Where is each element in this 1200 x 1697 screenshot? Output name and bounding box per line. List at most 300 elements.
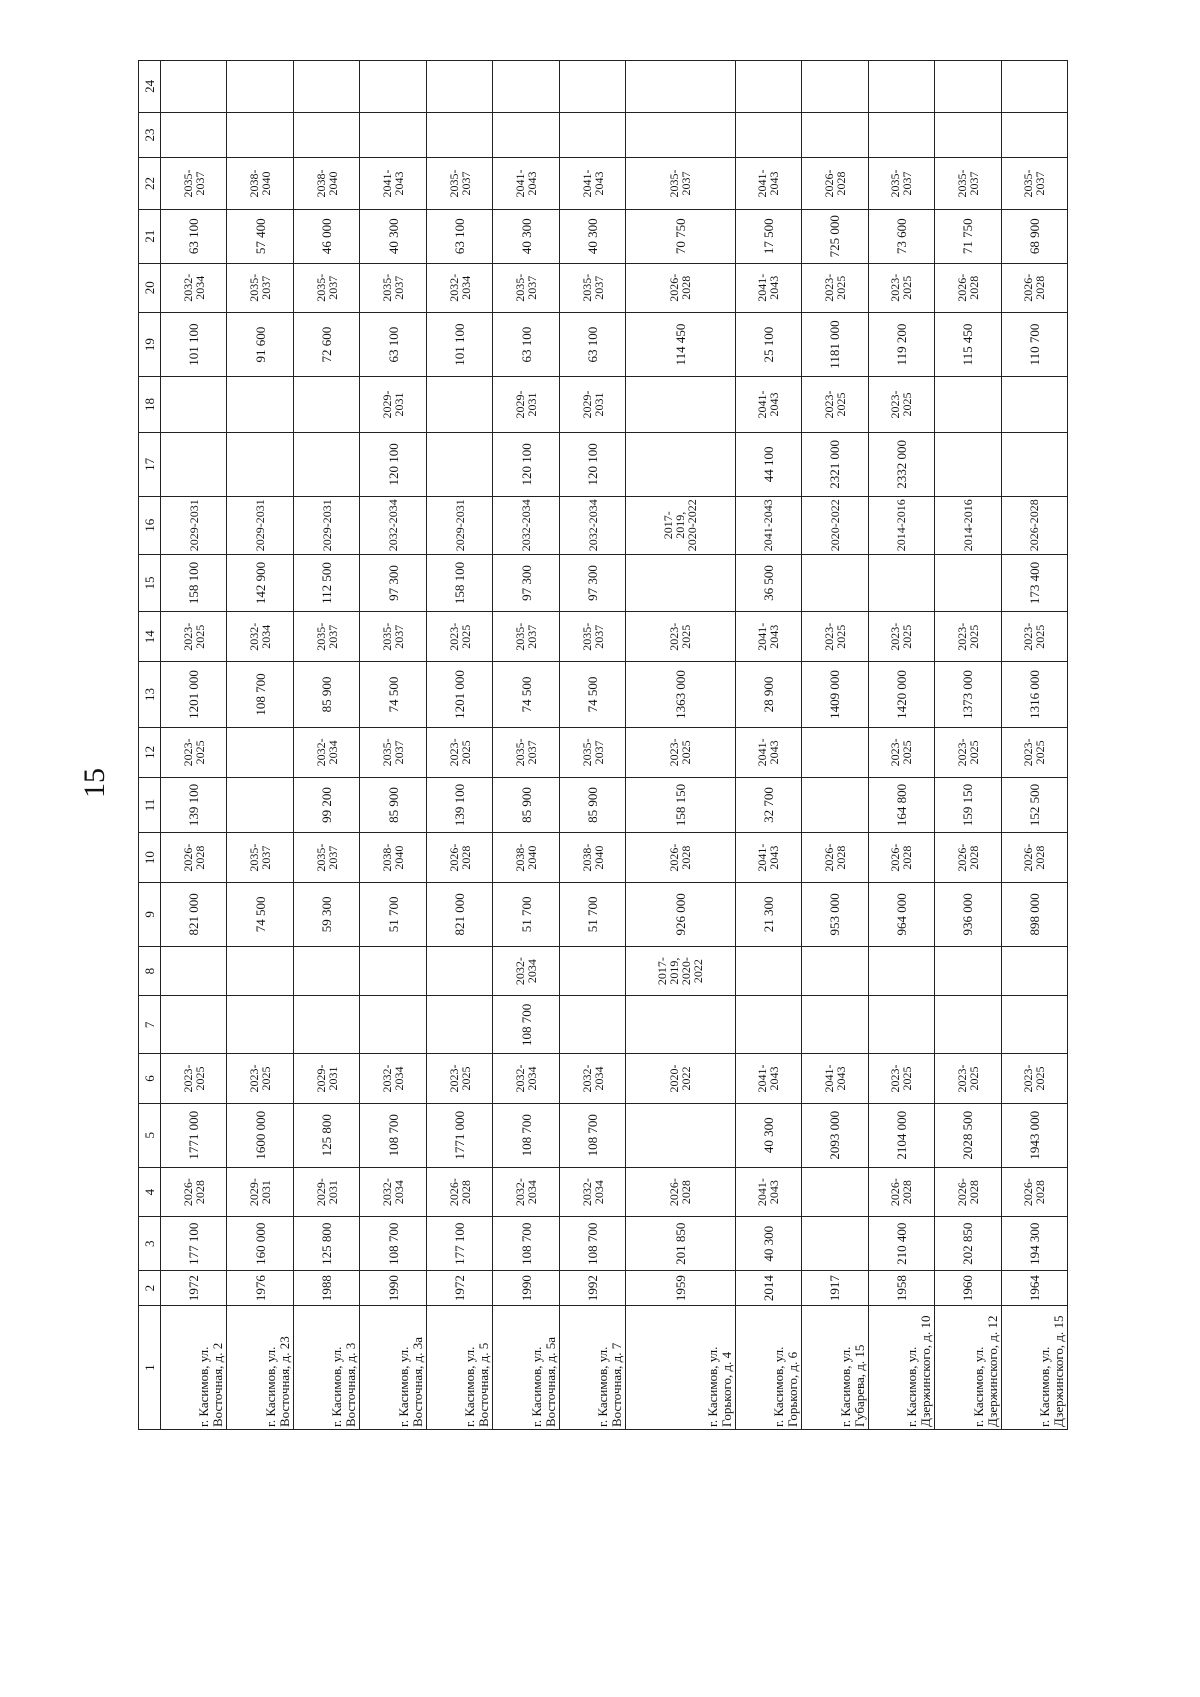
table-cell: 1959 — [626, 1271, 735, 1306]
table-cell: 63 100 — [493, 313, 559, 377]
column-number-header: 22 — [139, 158, 161, 210]
column-number-header: 6 — [139, 1054, 161, 1104]
table-cell: 36 500 — [735, 554, 801, 612]
table-cell: 1600 000 — [227, 1103, 293, 1167]
table-cell: 2032-2034 — [493, 1167, 559, 1217]
table-cell: 108 700 — [360, 1217, 426, 1271]
table-cell: 2032-2034 — [360, 496, 426, 554]
table-cell: 2041-2043 — [735, 612, 801, 662]
table-cell — [227, 777, 293, 833]
table-cell: 108 700 — [559, 1103, 625, 1167]
table-row — [868, 61, 934, 1430]
table-cell: 2026-2028 — [1001, 496, 1068, 554]
table-cell: 120 100 — [493, 432, 559, 496]
page-number: 15 — [78, 768, 111, 798]
table-row — [293, 61, 359, 1430]
table-cell: 1201 000 — [426, 661, 492, 727]
table-cell: г. Касимов, ул. Горького, д. 4 — [626, 1306, 735, 1430]
table-cell: 2026-2028 — [426, 833, 492, 883]
table-cell — [868, 554, 934, 612]
table-cell: 2321 000 — [802, 432, 868, 496]
table-cell — [293, 946, 359, 996]
table-cell — [626, 112, 735, 157]
table-cell: 2035-2037 — [493, 612, 559, 662]
table-cell: 821 000 — [161, 882, 227, 946]
table-cell: 1990 — [360, 1271, 426, 1306]
table-cell — [802, 996, 868, 1054]
table-cell: 120 100 — [559, 432, 625, 496]
table-cell: 2026-2028 — [1001, 833, 1068, 883]
table-cell — [161, 996, 227, 1054]
column-number-header: 4 — [139, 1167, 161, 1217]
table-cell: 2026-2028 — [935, 263, 1001, 313]
table-cell: 2032-2034 — [360, 1167, 426, 1217]
table-cell — [735, 112, 801, 157]
table-cell: 2023-2025 — [868, 263, 934, 313]
table-cell — [868, 61, 934, 113]
table-cell: 2029-2031 — [293, 1167, 359, 1217]
table-cell: 2023-2025 — [1001, 728, 1068, 778]
table-cell: 2041-2043 — [360, 158, 426, 210]
table-cell: 74 500 — [360, 661, 426, 727]
table-cell: 2026-2028 — [935, 833, 1001, 883]
table-cell — [868, 996, 934, 1054]
rotated-table-wrapper — [138, 60, 1068, 1430]
table-cell: 2026-2028 — [426, 1167, 492, 1217]
table-cell: 2026-2028 — [802, 158, 868, 210]
table-cell — [935, 112, 1001, 157]
table-cell — [626, 996, 735, 1054]
table-cell: 2020-2022 — [626, 1054, 735, 1104]
table-cell: 2017-2019, 2020-2022 — [626, 946, 735, 996]
column-number-header: 1 — [139, 1306, 161, 1430]
table-cell: 2041-2043 — [735, 377, 801, 433]
table-cell: 120 100 — [360, 432, 426, 496]
table-cell: 59 300 — [293, 882, 359, 946]
column-number-header: 11 — [139, 777, 161, 833]
table-cell: 158 100 — [161, 554, 227, 612]
table-cell: 160 000 — [227, 1217, 293, 1271]
table-cell: 2029-2031 — [293, 1054, 359, 1104]
table-cell: 2023-2025 — [802, 263, 868, 313]
table-cell — [626, 377, 735, 433]
table-cell: 2032-2034 — [227, 612, 293, 662]
table-cell: 108 700 — [360, 1103, 426, 1167]
table-cell — [802, 112, 868, 157]
table-cell: 2023-2025 — [161, 612, 227, 662]
table-cell: 2017-2019, 2020-2022 — [626, 496, 735, 554]
table-cell: 158 150 — [626, 777, 735, 833]
table-row — [626, 61, 735, 1430]
table-cell: 108 700 — [493, 996, 559, 1054]
table-cell — [626, 1103, 735, 1167]
column-number-header: 19 — [139, 313, 161, 377]
table-cell: 2020-2022 — [802, 496, 868, 554]
table-cell: 97 300 — [493, 554, 559, 612]
table-cell: г. Касимов, ул. Дзержинского, д. 15 — [1001, 1306, 1068, 1430]
table-cell: 2035-2037 — [868, 158, 934, 210]
table-cell — [735, 61, 801, 113]
table-row — [559, 61, 625, 1430]
table-cell: 70 750 — [626, 209, 735, 263]
table-cell: 2029-2031 — [426, 496, 492, 554]
table-cell: 1771 000 — [426, 1103, 492, 1167]
table-cell — [868, 946, 934, 996]
table-cell: 108 700 — [493, 1217, 559, 1271]
table-cell: 2035-2037 — [493, 263, 559, 313]
table-cell — [935, 554, 1001, 612]
table-cell: 142 900 — [227, 554, 293, 612]
table-cell: 2032-2034 — [559, 1167, 625, 1217]
table-cell: 85 900 — [493, 777, 559, 833]
table-cell: 114 450 — [626, 313, 735, 377]
table-cell: 2332 000 — [868, 432, 934, 496]
table-cell: 1990 — [493, 1271, 559, 1306]
table-cell: 51 700 — [493, 882, 559, 946]
column-number-header: 5 — [139, 1103, 161, 1167]
table-cell: 71 750 — [935, 209, 1001, 263]
table-cell: г. Касимов, ул. Восточная, д. 2 — [161, 1306, 227, 1430]
table-cell: 2041-2043 — [735, 728, 801, 778]
table-cell: 936 000 — [935, 882, 1001, 946]
table-cell — [559, 996, 625, 1054]
table-cell — [227, 112, 293, 157]
table-cell: г. Касимов, ул. Восточная, д. 5а — [493, 1306, 559, 1430]
table-cell: 2032-2034 — [426, 263, 492, 313]
table-cell — [161, 432, 227, 496]
table-cell — [1001, 377, 1068, 433]
table-cell: 2023-2025 — [161, 728, 227, 778]
column-number-header: 21 — [139, 209, 161, 263]
table-cell: 2035-2037 — [161, 158, 227, 210]
table-cell: 152 500 — [1001, 777, 1068, 833]
table-cell: 2026-2028 — [161, 833, 227, 883]
table-cell: 2035-2037 — [293, 612, 359, 662]
table-cell: 2093 000 — [802, 1103, 868, 1167]
table-cell: 2041-2043 — [735, 496, 801, 554]
table-cell: 2023-2025 — [935, 612, 1001, 662]
table-cell: 63 100 — [360, 313, 426, 377]
table-cell: 51 700 — [360, 882, 426, 946]
table-cell: 2035-2037 — [493, 728, 559, 778]
table-cell: 2023-2025 — [626, 728, 735, 778]
column-number-header: 15 — [139, 554, 161, 612]
table-cell: 1771 000 — [161, 1103, 227, 1167]
table-cell: 173 400 — [1001, 554, 1068, 612]
table-cell: 112 500 — [293, 554, 359, 612]
table-cell: 2104 000 — [868, 1103, 934, 1167]
table-cell: 139 100 — [161, 777, 227, 833]
table-cell: 2026-2028 — [868, 833, 934, 883]
table-cell: 2032-2034 — [493, 496, 559, 554]
table-cell: 2023-2025 — [426, 1054, 492, 1104]
table-cell: 2029-2031 — [559, 377, 625, 433]
table-cell: 85 900 — [360, 777, 426, 833]
table-cell: 72 600 — [293, 313, 359, 377]
table-cell: 85 900 — [559, 777, 625, 833]
table-cell: 2023-2025 — [227, 1054, 293, 1104]
table-cell: 1409 000 — [802, 661, 868, 727]
table-cell: 2029-2031 — [227, 496, 293, 554]
table-cell — [559, 946, 625, 996]
table-cell: 2035-2037 — [227, 263, 293, 313]
table-cell: 2038-2040 — [293, 158, 359, 210]
table-cell: 2041-2043 — [735, 263, 801, 313]
table-cell — [802, 777, 868, 833]
table-cell: 46 000 — [293, 209, 359, 263]
table-cell: 139 100 — [426, 777, 492, 833]
table-cell: 40 300 — [735, 1103, 801, 1167]
table-cell: 2032-2034 — [293, 728, 359, 778]
table-cell: 2035-2037 — [426, 158, 492, 210]
table-cell: 2035-2037 — [559, 728, 625, 778]
table-cell: 1943 000 — [1001, 1103, 1068, 1167]
table-cell: 725 000 — [802, 209, 868, 263]
table-cell: 51 700 — [559, 882, 625, 946]
table-cell: 125 800 — [293, 1103, 359, 1167]
table-cell: 2026-2028 — [1001, 1167, 1068, 1217]
table-cell: 2028 500 — [935, 1103, 1001, 1167]
table-cell: г. Касимов, ул. Дзержинского, д. 10 — [868, 1306, 934, 1430]
column-number-header: 24 — [139, 61, 161, 113]
table-cell: 2026-2028 — [626, 833, 735, 883]
table-cell: 2029-2031 — [161, 496, 227, 554]
table-cell: 44 100 — [735, 432, 801, 496]
table-cell: 74 500 — [559, 661, 625, 727]
table-cell: 2041-2043 — [493, 158, 559, 210]
table-cell — [161, 61, 227, 113]
table-cell: 177 100 — [426, 1217, 492, 1271]
table-cell — [227, 432, 293, 496]
table-cell: 159 150 — [935, 777, 1001, 833]
table-cell — [802, 61, 868, 113]
table-cell: 821 000 — [426, 882, 492, 946]
table-cell: 110 700 — [1001, 313, 1068, 377]
table-cell: г. Касимов, ул. Дзержинского, д. 12 — [935, 1306, 1001, 1430]
table-row — [360, 61, 426, 1430]
table-cell — [735, 946, 801, 996]
table-cell: 73 600 — [868, 209, 934, 263]
table-row — [802, 61, 868, 1430]
table-cell — [161, 377, 227, 433]
table-cell: 40 300 — [735, 1217, 801, 1271]
table-cell — [868, 112, 934, 157]
table-cell — [426, 112, 492, 157]
column-number-header: 13 — [139, 661, 161, 727]
table-cell: 2014-2016 — [868, 496, 934, 554]
column-number-header: 10 — [139, 833, 161, 883]
table-cell: 2041-2043 — [802, 1054, 868, 1104]
table-row — [1001, 61, 1068, 1430]
table-cell — [1001, 112, 1068, 157]
table-cell: 2023-2025 — [802, 612, 868, 662]
table-cell: 40 300 — [559, 209, 625, 263]
table-cell: 2026-2028 — [161, 1167, 227, 1217]
table-cell: г. Касимов, ул. Губарева, д. 15 — [802, 1306, 868, 1430]
table-cell: 2035-2037 — [626, 158, 735, 210]
table-cell: 177 100 — [161, 1217, 227, 1271]
table-body — [161, 61, 1068, 1430]
table-cell: 2035-2037 — [360, 612, 426, 662]
table-cell: 2023-2025 — [935, 728, 1001, 778]
table-cell: 2026-2028 — [802, 833, 868, 883]
table-cell — [626, 554, 735, 612]
table-cell: 1917 — [802, 1271, 868, 1306]
table-cell: 17 500 — [735, 209, 801, 263]
table-cell — [426, 996, 492, 1054]
table-cell: 1316 000 — [1001, 661, 1068, 727]
table-row — [161, 61, 227, 1430]
table-cell: 2026-2028 — [868, 1167, 934, 1217]
table-cell: 1373 000 — [935, 661, 1001, 727]
table-cell: 2023-2025 — [1001, 1054, 1068, 1104]
table-cell: 2041-2043 — [559, 158, 625, 210]
table-cell: 2035-2037 — [360, 728, 426, 778]
table-cell — [227, 946, 293, 996]
table-row — [493, 61, 559, 1430]
table-cell — [227, 728, 293, 778]
table-cell: 1992 — [559, 1271, 625, 1306]
table-cell: 2038-2040 — [227, 158, 293, 210]
table-cell: 2035-2037 — [293, 263, 359, 313]
table-cell — [626, 432, 735, 496]
table-cell — [802, 946, 868, 996]
table-cell: 57 400 — [227, 209, 293, 263]
table-cell — [293, 377, 359, 433]
table-cell: 2014 — [735, 1271, 801, 1306]
table-cell: г. Касимов, ул. Восточная, д. 7 — [559, 1306, 625, 1430]
column-number-header: 2 — [139, 1271, 161, 1306]
table-cell: 2038-2040 — [360, 833, 426, 883]
table-cell — [935, 377, 1001, 433]
table-cell: 74 500 — [227, 882, 293, 946]
table-cell — [1001, 61, 1068, 113]
table-cell — [426, 946, 492, 996]
table-cell — [426, 61, 492, 113]
table-cell: 953 000 — [802, 882, 868, 946]
table-cell — [293, 61, 359, 113]
table-cell: 63 100 — [161, 209, 227, 263]
table-row — [227, 61, 293, 1430]
table-cell — [293, 996, 359, 1054]
column-number-header: 16 — [139, 496, 161, 554]
table-cell: 2035-2037 — [360, 263, 426, 313]
table-cell: 1420 000 — [868, 661, 934, 727]
table-cell: 898 000 — [1001, 882, 1068, 946]
table-cell — [1001, 432, 1068, 496]
table-cell: 2032-2034 — [360, 1054, 426, 1104]
column-number-header: 8 — [139, 946, 161, 996]
table-cell: 1972 — [161, 1271, 227, 1306]
table-cell: 2041-2043 — [735, 158, 801, 210]
table-cell: 2026-2028 — [1001, 263, 1068, 313]
table-cell: г. Касимов, ул. Восточная, д. 3 — [293, 1306, 359, 1430]
table-cell — [935, 946, 1001, 996]
table-cell: 194 300 — [1001, 1217, 1068, 1271]
table-cell: 2038-2040 — [493, 833, 559, 883]
table-cell: 2035-2037 — [935, 158, 1001, 210]
table-cell: 2014-2016 — [935, 496, 1001, 554]
data-table — [138, 60, 1068, 1430]
table-cell — [360, 61, 426, 113]
table-cell — [493, 112, 559, 157]
column-number-header: 23 — [139, 112, 161, 157]
table-cell — [1001, 946, 1068, 996]
table-cell: 2023-2025 — [1001, 612, 1068, 662]
table-cell: 2029-2031 — [227, 1167, 293, 1217]
table-cell: 1988 — [293, 1271, 359, 1306]
table-cell: 2026-2028 — [626, 263, 735, 313]
table-row — [426, 61, 492, 1430]
table-cell: 63 100 — [559, 313, 625, 377]
table-cell: 2032-2034 — [559, 1054, 625, 1104]
table-cell: 2023-2025 — [426, 728, 492, 778]
table-cell: 119 200 — [868, 313, 934, 377]
table-cell — [493, 61, 559, 113]
table-cell — [161, 112, 227, 157]
table-cell: 2035-2037 — [227, 833, 293, 883]
table-cell: 2026-2028 — [935, 1167, 1001, 1217]
column-number-header: 12 — [139, 728, 161, 778]
column-number-header: 7 — [139, 996, 161, 1054]
table-cell: 125 800 — [293, 1217, 359, 1271]
table-cell: 97 300 — [559, 554, 625, 612]
table-cell: 2035-2037 — [1001, 158, 1068, 210]
table-cell: 108 700 — [559, 1217, 625, 1271]
column-number-header: 20 — [139, 263, 161, 313]
table-cell — [1001, 996, 1068, 1054]
table-cell: 964 000 — [868, 882, 934, 946]
table-cell — [559, 112, 625, 157]
table-cell: 2032-2034 — [493, 946, 559, 996]
table-cell: 2032-2034 — [559, 496, 625, 554]
table-cell: 32 700 — [735, 777, 801, 833]
table-cell: 2023-2025 — [868, 1054, 934, 1104]
table-cell: 2023-2025 — [802, 377, 868, 433]
table-cell: 2023-2025 — [626, 612, 735, 662]
table-cell: 201 850 — [626, 1217, 735, 1271]
table-cell: г. Касимов, ул. Восточная, д. 23 — [227, 1306, 293, 1430]
table-cell: 40 300 — [360, 209, 426, 263]
table-cell: г. Касимов, ул. Горького, д. 6 — [735, 1306, 801, 1430]
table-cell: 108 700 — [227, 661, 293, 727]
column-number-header: 9 — [139, 882, 161, 946]
table-cell: 2023-2025 — [426, 612, 492, 662]
table-cell: 2023-2025 — [935, 1054, 1001, 1104]
table-cell: 2035-2037 — [293, 833, 359, 883]
table-cell — [626, 61, 735, 113]
table-cell — [360, 946, 426, 996]
table-cell — [293, 112, 359, 157]
table-cell — [802, 728, 868, 778]
table-cell: 2041-2043 — [735, 1054, 801, 1104]
table-cell: 74 500 — [493, 661, 559, 727]
table-cell: 40 300 — [493, 209, 559, 263]
table-cell: г. Касимов, ул. Восточная, д. 5 — [426, 1306, 492, 1430]
table-cell — [227, 996, 293, 1054]
table-cell: 2029-2031 — [493, 377, 559, 433]
table-cell: 2035-2037 — [559, 263, 625, 313]
table-row — [735, 61, 801, 1430]
table-cell — [360, 996, 426, 1054]
table-row — [935, 61, 1001, 1430]
table-cell: 1181 000 — [802, 313, 868, 377]
table-cell: 99 200 — [293, 777, 359, 833]
table-cell: 25 100 — [735, 313, 801, 377]
table-cell — [802, 1217, 868, 1271]
table-cell — [802, 1167, 868, 1217]
table-cell — [360, 112, 426, 157]
